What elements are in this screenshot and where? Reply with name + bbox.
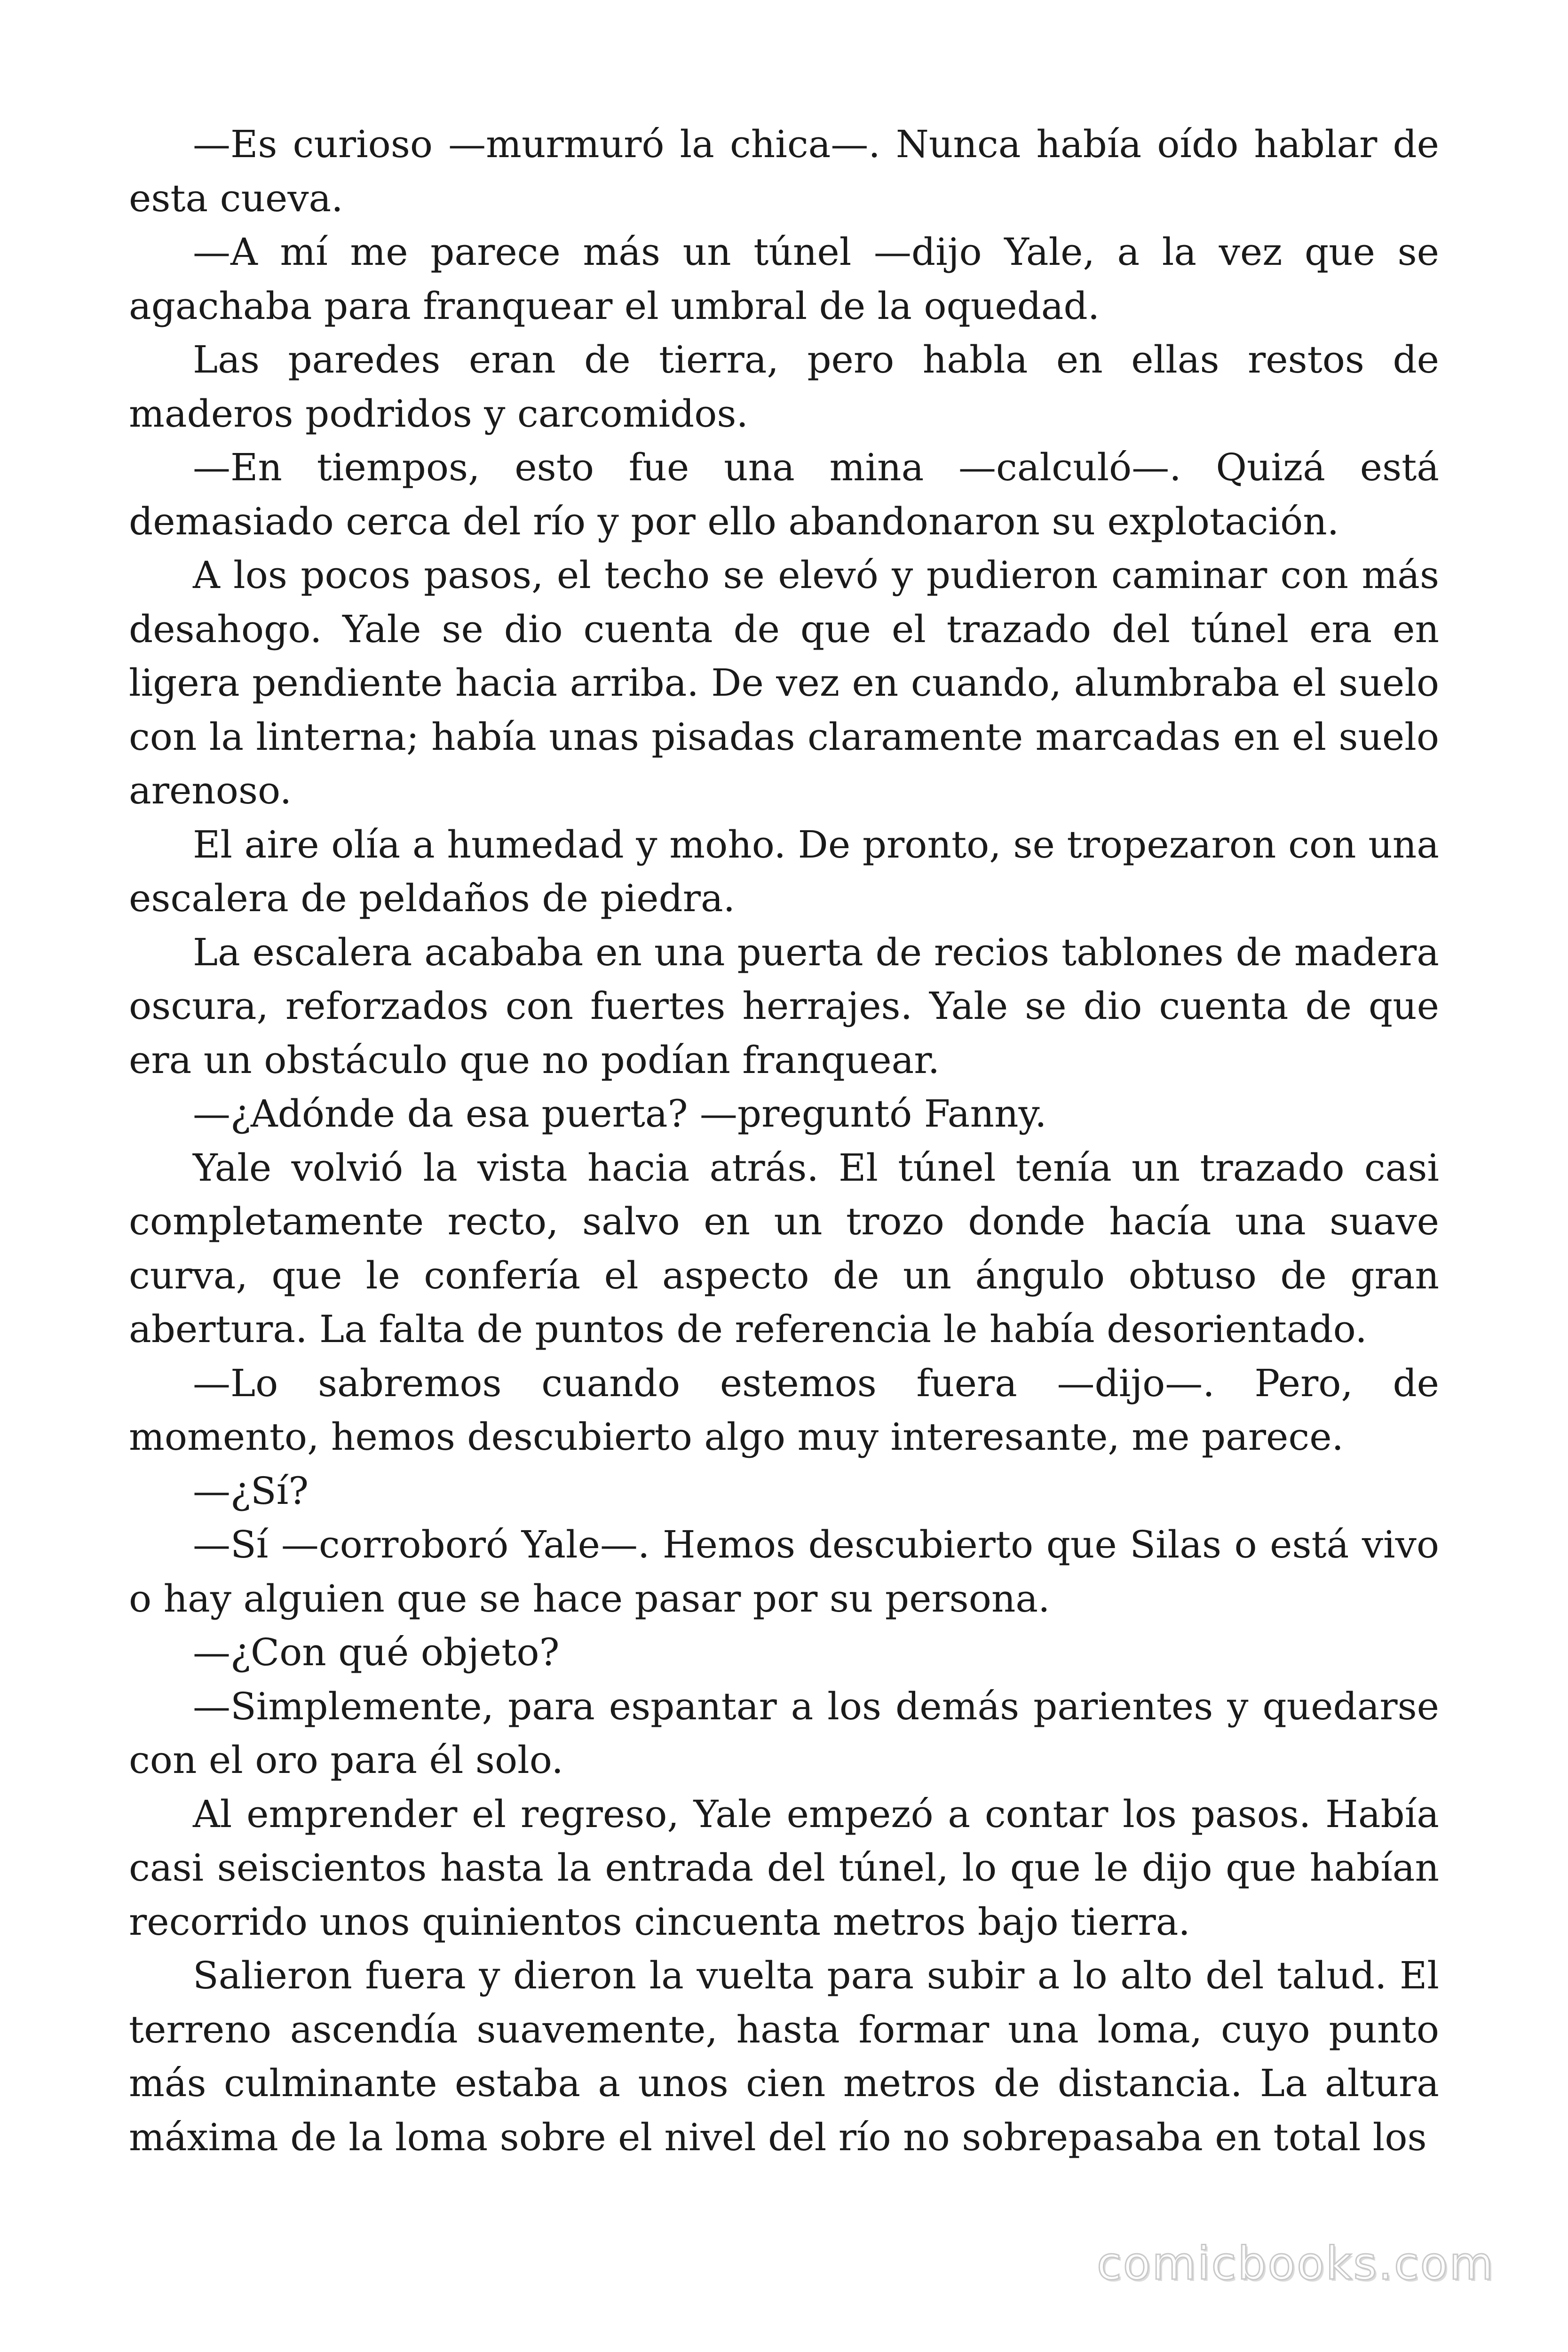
paragraph: Al emprender el regreso, Yale empezó a contar los pasos. Había casi seiscientos hasta la entrada del túnel, lo que le dijo que habían recorrido unos quinientos cincuenta metros bajo tierra. (129, 1792, 1439, 1944)
paragraph: Yale volvió la vista hacia atrás. El túnel tenía un trazado casi completamente recto, salvo en un trozo donde hacía una suave curva, que le confería el aspecto de un ángulo obtuso de gran abertura. La falta de puntos de referencia le había desorientado. (129, 1145, 1439, 1351)
paragraph: —¿Con qué objeto? (193, 1630, 560, 1674)
paragraph: El aire olía a humedad y moho. De pronto, se tropezaron con una escalera de peldaños de piedra. (129, 822, 1439, 920)
paragraph: Las paredes eran de tierra, pero habla en ellas restos de maderos podridos y carcomidos. (129, 338, 1439, 436)
page-text (129, 118, 1439, 2164)
paragraph: —Lo sabremos cuando estemos fuera —dijo—. Pero, de momento, hemos descubierto algo muy interesante, me parece. (129, 1361, 1439, 1459)
watermark: comicbooks.com (1096, 2237, 1495, 2290)
paragraph: —A mí me parece más un túnel —dijo Yale, a la vez que se agachaba para franquear el umbral de la oquedad. (129, 230, 1439, 328)
paragraph: —Es curioso —murmuró la chica—. Nunca había oído hablar de esta cueva. (129, 122, 1439, 220)
paragraph: La escalera acababa en una puerta de recios tablones de madera oscura, reforzados con fuertes herrajes. Yale se dio cuenta de que era un obstáculo que no podían franquear. (129, 930, 1439, 1082)
paragraph: Salieron fuera y dieron la vuelta para subir a lo alto del talud. El terreno ascendía suavemente, hasta formar una loma, cuyo punto más culminante estaba a unos cien metros de distancia. La altura máxima de la loma sobre el nivel del río no sobrepasaba en total los (129, 1954, 1439, 2159)
paragraph: —¿Adónde da esa puerta? —preguntó Fanny. (193, 1092, 1047, 1136)
paragraph: A los pocos pasos, el techo se elevó y pudieron caminar con más desahogo. Yale se dio cuenta de que el trazado del túnel era en ligera pendiente hacia arriba. De vez en cuando, alumbraba el suelo con la linterna; había unas pisadas claramente marcadas en el suelo arenoso. (129, 553, 1439, 812)
paragraph: —En tiempos, esto fue una mina —calculó—. Quizá está demasiado cerca del río y por ello abandonaron su explotación. (129, 445, 1439, 543)
paragraph: —¿Sí? (193, 1469, 309, 1513)
paragraph: —Sí —corroboró Yale—. Hemos descubierto que Silas o está vivo o hay alguien que se hace pasar por su persona. (129, 1523, 1439, 1621)
paragraph: —Simplemente, para espantar a los demás parientes y quedarse con el oro para él solo. (129, 1684, 1439, 1782)
